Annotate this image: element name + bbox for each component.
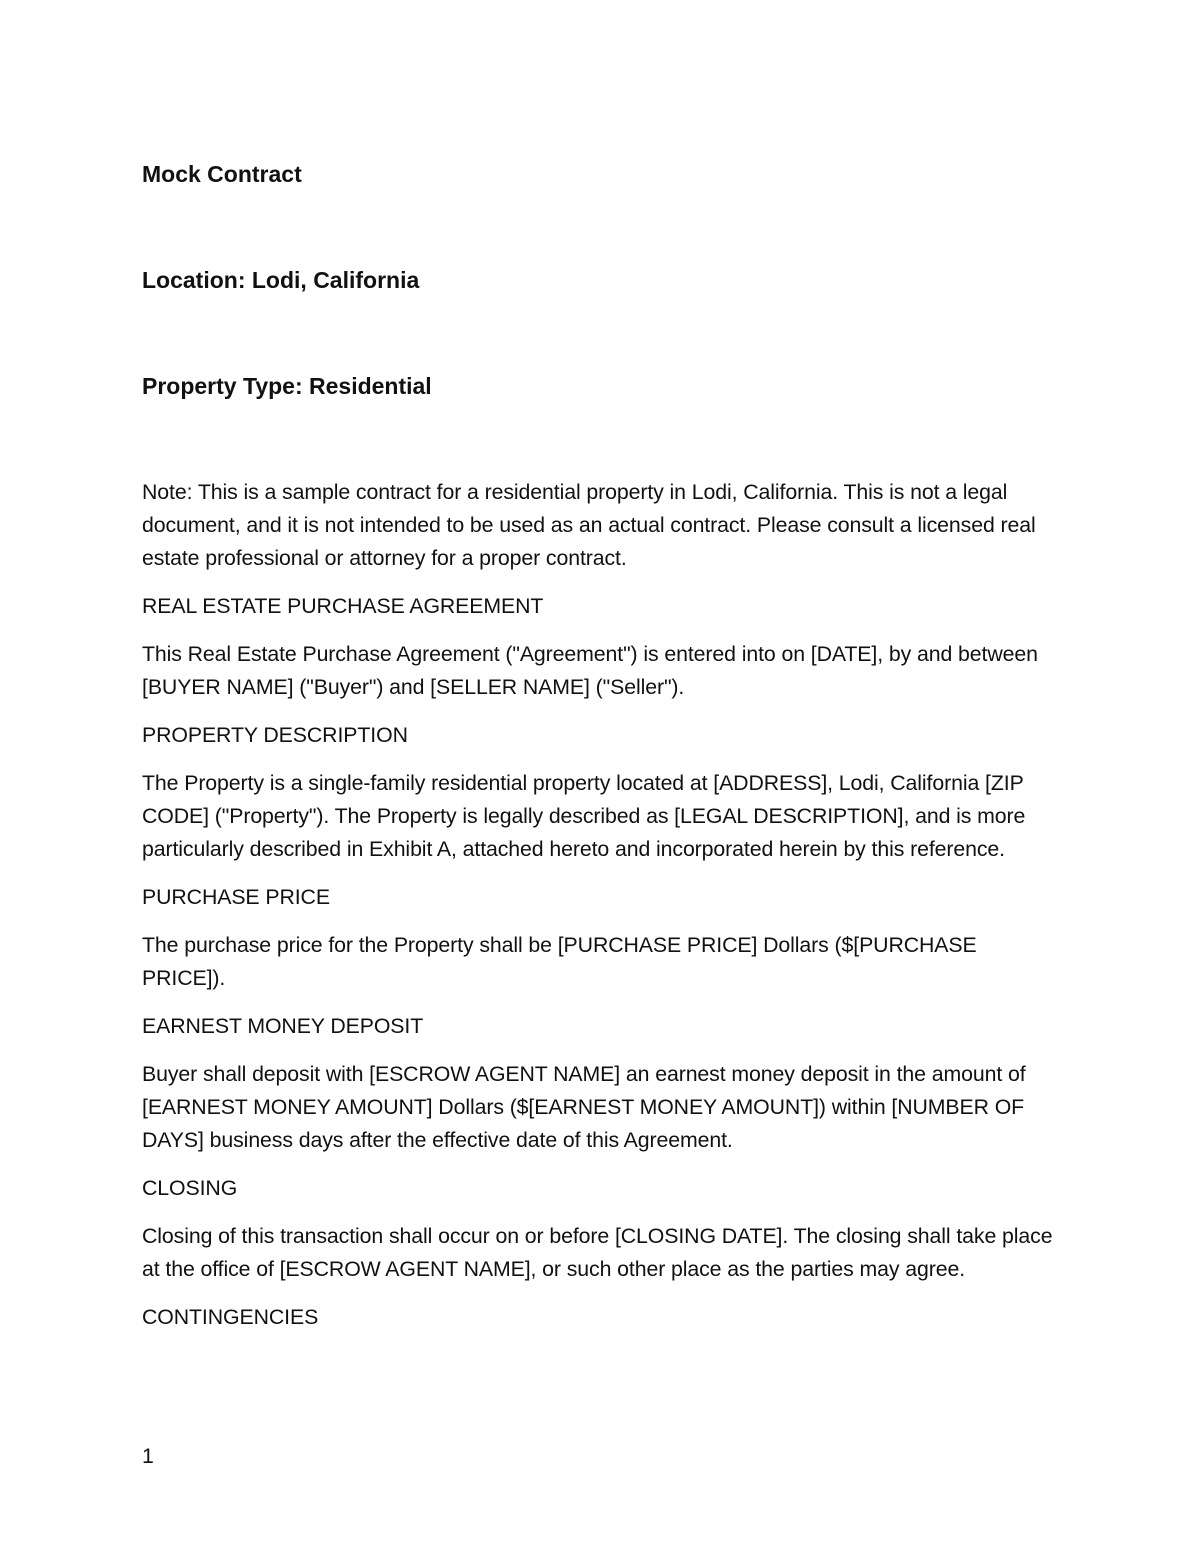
section-title-earnest-money: EARNEST MONEY DEPOSIT — [142, 1014, 424, 1038]
section-body-property-description: The Property is a single-family residential property located at [ADDRESS], Lodi, California [ZIP CODE] ("Property"). The Property is legally described as [LEGAL DESCRIPTION], and is more particularly described in Exhibit A, attached hereto and incorporated herein by this reference. — [142, 771, 1026, 861]
section-title-property-description: PROPERTY DESCRIPTION — [142, 723, 408, 747]
property-type-heading: Property Type: Residential — [142, 373, 432, 399]
document-title: Mock Contract — [142, 161, 302, 187]
disclaimer-note: Note: This is a sample contract for a residential property in Lodi, California. This is not a legal document, and it is not intended to be used as an actual contract. Please consult a licensed real estate professional or attorney for a proper contract. — [142, 480, 1036, 570]
section-title-purchase-price: PURCHASE PRICE — [142, 885, 330, 909]
agreement-title: REAL ESTATE PURCHASE AGREEMENT — [142, 594, 544, 618]
document-content — [142, 158, 1062, 1349]
agreement-intro: This Real Estate Purchase Agreement ("Agreement") is entered into on [DATE], by and between [BUYER NAME] ("Buyer") and [SELLER NAME] ("Seller"). — [142, 642, 1038, 699]
section-title-contingencies: CONTINGENCIES — [142, 1305, 319, 1329]
page-number: 1 — [142, 1444, 154, 1468]
location-heading: Location: Lodi, California — [142, 267, 420, 293]
section-title-closing: CLOSING — [142, 1176, 238, 1200]
section-body-earnest-money: Buyer shall deposit with [ESCROW AGENT NAME] an earnest money deposit in the amount of [EARNEST MONEY AMOUNT] Dollars ($[EARNEST MONEY AMOUNT]) within [NUMBER OF DAYS] business days after the effective date of this Agreement. — [142, 1062, 1026, 1152]
section-body-purchase-price: The purchase price for the Property shall be [PURCHASE PRICE] Dollars ($[PURCHASE PRICE]). — [142, 933, 977, 990]
section-body-closing: Closing of this transaction shall occur on or before [CLOSING DATE]. The closing shall take place at the office of [ESCROW AGENT NAME], or such other place as the parties may agree. — [142, 1224, 1053, 1281]
